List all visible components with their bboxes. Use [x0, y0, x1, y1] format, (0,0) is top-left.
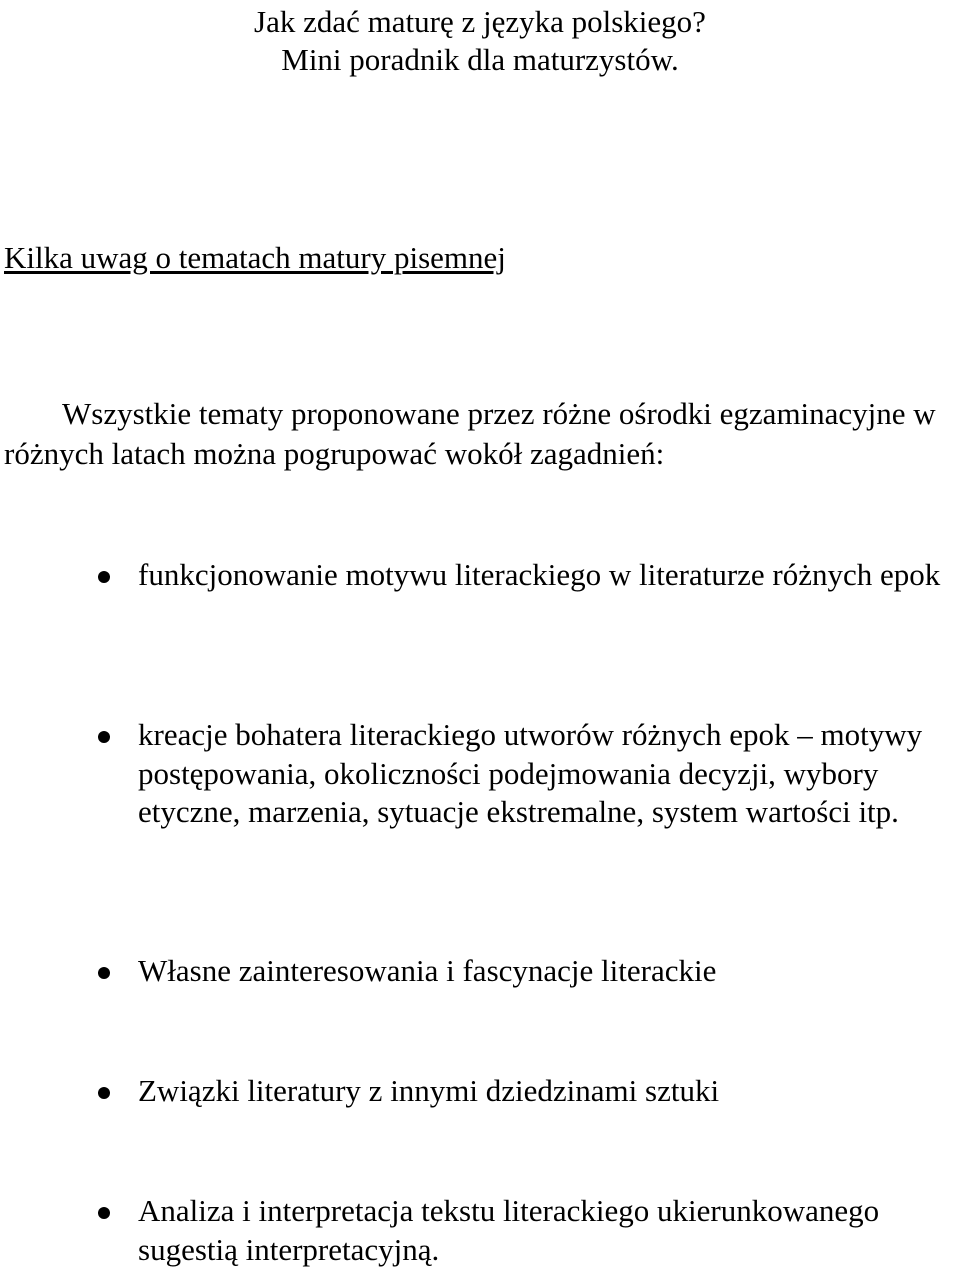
title-line-1: Jak zdać maturę z języka polskiego?: [254, 4, 706, 39]
section-heading: Kilka uwag o tematach matury pisemnej: [4, 240, 506, 275]
bullet-icon: [98, 967, 110, 979]
list-item-text: Związki literatury z innymi dziedzinami sztuki: [138, 1073, 720, 1108]
title-line-2: Mini poradnik dla maturzystów.: [281, 42, 679, 77]
list-item-text: kreacje bohatera literackiego utworów różnych epok – motywy postępowania, okoliczności podejmowania decyzji, wybory etyczne, marzenia, sytuacje ekstremalne, system wartości itp.: [138, 717, 923, 829]
list-item-text: Analiza i interpretacja tekstu literackiego ukierunkowanego sugestią interpretacyjną.: [138, 1193, 880, 1267]
bullet-icon: [98, 571, 110, 583]
list-item-text: Własne zainteresowania i fascynacje literackie: [138, 953, 717, 988]
intro-paragraph: Wszystkie tematy proponowane przez różne ośrodki egzaminacyjne w różnych latach można pogrupować wokół zagadnień:: [4, 396, 936, 471]
bullet-icon: [98, 1087, 110, 1099]
bullet-icon: [98, 1207, 110, 1219]
bullet-icon: [98, 731, 110, 743]
list-item-text: funkcjonowanie motywu literackiego w literaturze różnych epok: [138, 557, 941, 592]
